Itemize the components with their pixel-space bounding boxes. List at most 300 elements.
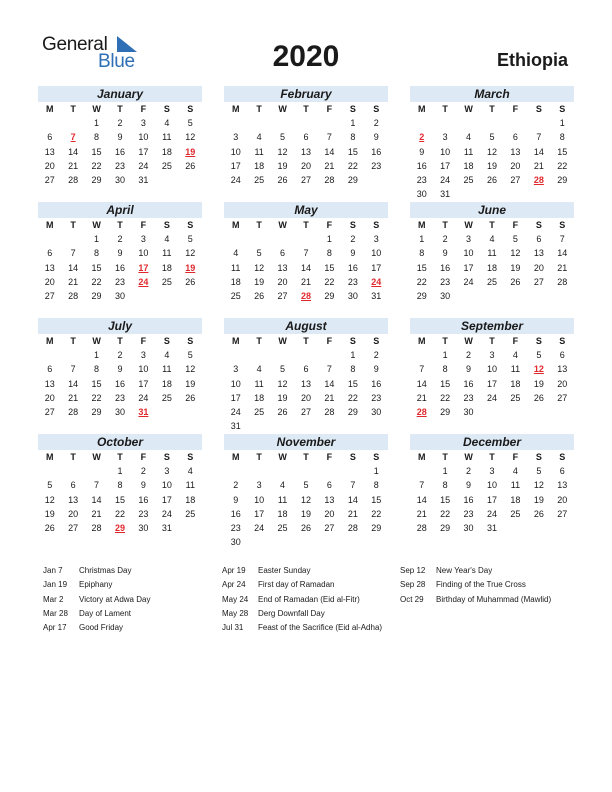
empty-day-cell xyxy=(271,348,294,362)
day-cell: 17 xyxy=(254,508,265,519)
day-cell: 15 xyxy=(114,494,125,505)
holiday-day-cell: 29 xyxy=(114,522,125,533)
month-july xyxy=(38,318,202,419)
day-cell: 10 xyxy=(161,480,172,491)
day-cell: 14 xyxy=(416,494,427,505)
day-cell: 16 xyxy=(463,378,474,389)
day-cell: 20 xyxy=(557,378,568,389)
month-april xyxy=(38,202,202,303)
day-cell: 17 xyxy=(138,146,149,157)
holiday-day-cell: 17 xyxy=(138,262,149,273)
day-cell: 11 xyxy=(277,494,288,505)
day-cell: 24 xyxy=(138,392,149,403)
empty-day-cell xyxy=(271,232,294,246)
day-cell: 22 xyxy=(114,508,125,519)
day-cell: 18 xyxy=(463,160,474,171)
weekday-header: T xyxy=(442,220,448,230)
day-cell: 20 xyxy=(510,160,521,171)
day-cell: 4 xyxy=(187,466,193,477)
day-cell: 3 xyxy=(489,466,495,477)
month-day-grid xyxy=(38,218,202,303)
day-cell: 23 xyxy=(230,522,241,533)
empty-day-cell xyxy=(61,348,84,362)
holiday-day-cell: 19 xyxy=(185,262,196,273)
weekday-header: S xyxy=(373,220,380,230)
day-cell: 29 xyxy=(347,174,358,185)
weekday-header: T xyxy=(70,104,76,114)
day-cell: 17 xyxy=(486,378,497,389)
empty-day-cell xyxy=(341,464,364,478)
weekday-header: F xyxy=(140,220,147,230)
day-cell: 14 xyxy=(533,146,544,157)
weekday-header: T xyxy=(442,104,448,114)
day-cell: 11 xyxy=(510,364,521,375)
day-cell: 2 xyxy=(373,118,379,129)
day-cell: 3 xyxy=(373,234,379,245)
empty-day-cell xyxy=(294,348,317,362)
day-cell: 2 xyxy=(233,480,239,491)
day-cell: 26 xyxy=(185,276,196,287)
day-cell: 12 xyxy=(277,146,288,157)
day-cell: 8 xyxy=(350,364,356,375)
day-cell: 22 xyxy=(371,508,382,519)
day-cell: 26 xyxy=(44,522,55,533)
empty-day-cell xyxy=(247,116,270,130)
day-cell: 26 xyxy=(254,290,265,301)
day-cell: 1 xyxy=(117,466,123,477)
holiday-day-cell: 24 xyxy=(371,276,382,287)
day-cell: 27 xyxy=(324,522,335,533)
day-cell: 21 xyxy=(557,262,568,273)
holiday-date: Sep 12 xyxy=(400,566,426,575)
weekday-header: W xyxy=(92,220,101,230)
day-cell: 23 xyxy=(371,160,382,171)
holiday-name: Good Friday xyxy=(79,623,124,633)
weekday-header: T xyxy=(256,336,262,346)
day-cell: 7 xyxy=(326,132,332,143)
holiday-day-cell: 24 xyxy=(138,276,149,287)
empty-day-cell xyxy=(38,232,61,246)
day-cell: 20 xyxy=(533,262,544,273)
holiday-name: New Year's Day xyxy=(436,566,493,575)
month-title: August xyxy=(224,318,388,334)
day-cell: 9 xyxy=(373,364,379,375)
holiday-list-col-3 xyxy=(400,564,551,607)
day-cell: 22 xyxy=(91,160,102,171)
day-cell: 4 xyxy=(280,480,286,491)
day-cell: 4 xyxy=(164,234,170,245)
day-cell: 29 xyxy=(416,290,427,301)
day-cell: 20 xyxy=(557,494,568,505)
day-cell: 2 xyxy=(140,466,146,477)
day-cell: 3 xyxy=(233,364,239,375)
empty-day-cell xyxy=(294,116,317,130)
day-cell: 5 xyxy=(256,248,262,259)
day-cell: 20 xyxy=(44,160,55,171)
day-cell: 24 xyxy=(161,508,172,519)
month-title: October xyxy=(38,434,202,450)
day-cell: 20 xyxy=(44,276,55,287)
day-cell: 5 xyxy=(187,118,193,129)
day-cell: 11 xyxy=(162,132,172,143)
day-cell: 25 xyxy=(510,392,521,403)
holiday-date: May 24 xyxy=(222,594,249,604)
day-cell: 2 xyxy=(117,350,123,361)
day-cell: 26 xyxy=(533,392,544,403)
day-cell: 22 xyxy=(347,160,358,171)
day-cell: 7 xyxy=(350,480,356,491)
day-cell: 1 xyxy=(350,118,356,129)
day-cell: 27 xyxy=(44,174,55,185)
day-cell: 30 xyxy=(114,290,125,301)
day-cell: 21 xyxy=(416,392,427,403)
weekday-header: T xyxy=(256,104,262,114)
day-cell: 13 xyxy=(557,480,568,491)
weekday-header: S xyxy=(187,336,194,346)
weekday-header: S xyxy=(187,220,194,230)
weekday-header: M xyxy=(45,336,54,346)
day-cell: 3 xyxy=(164,466,170,477)
day-cell: 8 xyxy=(94,364,100,375)
holiday-entry xyxy=(222,593,382,607)
empty-day-cell xyxy=(504,116,527,130)
day-cell: 11 xyxy=(487,248,497,259)
day-cell: 29 xyxy=(91,174,102,185)
day-cell: 21 xyxy=(68,276,79,287)
day-cell: 27 xyxy=(277,290,288,301)
day-cell: 11 xyxy=(510,480,521,491)
day-cell: 27 xyxy=(68,522,79,533)
day-cell: 22 xyxy=(91,392,102,403)
month-title: July xyxy=(38,318,202,334)
day-cell: 13 xyxy=(44,378,55,389)
day-cell: 24 xyxy=(230,174,241,185)
day-cell: 18 xyxy=(254,392,265,403)
page-title-year: 2020 xyxy=(272,40,340,73)
day-cell: 24 xyxy=(486,392,497,403)
weekday-header: S xyxy=(187,104,194,114)
month-day-grid xyxy=(38,102,202,187)
day-cell: 19 xyxy=(185,378,196,389)
weekday-header: T xyxy=(303,220,309,230)
weekday-header: M xyxy=(231,336,240,346)
month-june xyxy=(410,202,574,303)
weekday-header: T xyxy=(489,220,495,230)
weekday-header: T xyxy=(117,104,123,114)
day-cell: 8 xyxy=(419,248,425,259)
weekday-header: M xyxy=(417,220,426,230)
day-cell: 19 xyxy=(254,276,265,287)
weekday-header: S xyxy=(349,336,356,346)
day-cell: 7 xyxy=(419,480,425,491)
day-cell: 25 xyxy=(185,508,196,519)
weekday-header: M xyxy=(231,452,240,462)
day-cell: 28 xyxy=(68,174,79,185)
day-cell: 10 xyxy=(486,364,497,375)
day-cell: 10 xyxy=(138,132,149,143)
weekday-header: F xyxy=(326,452,333,462)
day-cell: 6 xyxy=(559,466,565,477)
day-cell: 5 xyxy=(280,364,286,375)
day-cell: 26 xyxy=(300,522,311,533)
day-cell: 3 xyxy=(442,132,448,143)
day-cell: 11 xyxy=(185,480,195,491)
holiday-name: Christmas Day xyxy=(79,566,132,575)
day-cell: 28 xyxy=(68,290,79,301)
weekday-header: S xyxy=(535,452,542,462)
day-cell: 18 xyxy=(230,276,241,287)
day-cell: 6 xyxy=(70,480,76,491)
day-cell: 8 xyxy=(350,132,356,143)
day-cell: 21 xyxy=(324,160,335,171)
month-august xyxy=(224,318,388,433)
weekday-header: W xyxy=(464,452,473,462)
weekday-header: T xyxy=(489,452,495,462)
day-cell: 10 xyxy=(440,146,451,157)
brand-name-general: General xyxy=(42,34,108,55)
day-cell: 15 xyxy=(91,262,102,273)
month-february xyxy=(224,86,388,187)
holiday-entry xyxy=(43,564,150,578)
day-cell: 3 xyxy=(466,234,472,245)
day-cell: 26 xyxy=(533,508,544,519)
day-cell: 20 xyxy=(277,276,288,287)
day-cell: 9 xyxy=(466,364,472,375)
day-cell: 5 xyxy=(187,350,193,361)
day-cell: 1 xyxy=(94,350,100,361)
day-cell: 21 xyxy=(347,508,358,519)
holiday-date: Mar 28 xyxy=(43,608,68,618)
day-cell: 31 xyxy=(161,522,172,533)
day-cell: 14 xyxy=(324,146,335,157)
holiday-entry xyxy=(43,593,150,607)
holiday-name: Feast of the Sacrifice (Eid al-Adha) xyxy=(258,623,383,633)
day-cell: 30 xyxy=(440,290,451,301)
holiday-name: Epiphany xyxy=(79,580,113,590)
day-cell: 26 xyxy=(510,276,521,287)
day-cell: 11 xyxy=(162,248,172,259)
holiday-day-cell: 7 xyxy=(70,132,76,143)
day-cell: 14 xyxy=(68,378,79,389)
day-cell: 30 xyxy=(371,406,382,417)
day-cell: 5 xyxy=(303,480,309,491)
day-cell: 18 xyxy=(254,160,265,171)
day-cell: 19 xyxy=(277,160,288,171)
weekday-header: W xyxy=(278,336,287,346)
day-cell: 25 xyxy=(463,174,474,185)
holiday-entry xyxy=(222,621,382,635)
empty-day-cell xyxy=(294,464,317,478)
holiday-day-cell: 28 xyxy=(300,290,311,301)
holiday-name: Birthday of Muhammad (Mawlid) xyxy=(436,594,552,604)
month-day-grid xyxy=(224,218,388,303)
day-cell: 26 xyxy=(277,406,288,417)
day-cell: 19 xyxy=(44,508,55,519)
weekday-header: W xyxy=(278,452,287,462)
day-cell: 22 xyxy=(91,276,102,287)
day-cell: 12 xyxy=(185,364,196,375)
day-cell: 3 xyxy=(140,234,146,245)
holiday-name: Easter Sunday xyxy=(258,566,311,575)
month-title: December xyxy=(410,434,574,450)
day-cell: 19 xyxy=(533,494,544,505)
weekday-header: S xyxy=(163,104,170,114)
day-cell: 23 xyxy=(114,392,125,403)
day-cell: 3 xyxy=(489,350,495,361)
day-cell: 31 xyxy=(371,290,382,301)
day-cell: 24 xyxy=(138,160,149,171)
day-cell: 15 xyxy=(324,262,335,273)
day-cell: 30 xyxy=(463,406,474,417)
day-cell: 15 xyxy=(347,378,358,389)
day-cell: 29 xyxy=(371,522,382,533)
day-cell: 12 xyxy=(486,146,497,157)
day-cell: 28 xyxy=(557,276,568,287)
day-cell: 21 xyxy=(324,392,335,403)
day-cell: 27 xyxy=(300,174,311,185)
day-cell: 3 xyxy=(233,132,239,143)
day-cell: 1 xyxy=(350,350,356,361)
empty-day-cell xyxy=(318,464,341,478)
empty-day-cell xyxy=(527,116,550,130)
day-cell: 23 xyxy=(371,392,382,403)
day-cell: 28 xyxy=(324,174,335,185)
day-cell: 14 xyxy=(68,146,79,157)
day-cell: 4 xyxy=(512,350,518,361)
weekday-header: T xyxy=(442,336,448,346)
day-cell: 14 xyxy=(557,248,568,259)
holiday-date: Apr 17 xyxy=(43,623,67,633)
day-cell: 17 xyxy=(138,378,149,389)
weekday-header: T xyxy=(489,104,495,114)
day-cell: 9 xyxy=(117,132,123,143)
day-cell: 11 xyxy=(254,378,264,389)
day-cell: 20 xyxy=(44,392,55,403)
day-cell: 14 xyxy=(416,378,427,389)
day-cell: 16 xyxy=(347,262,358,273)
month-day-grid xyxy=(38,450,202,535)
day-cell: 31 xyxy=(230,421,241,432)
day-cell: 3 xyxy=(140,350,146,361)
day-cell: 3 xyxy=(140,118,146,129)
day-cell: 6 xyxy=(512,132,518,143)
month-day-grid xyxy=(410,334,574,419)
day-cell: 25 xyxy=(277,522,288,533)
day-cell: 13 xyxy=(277,262,288,273)
day-cell: 7 xyxy=(419,364,425,375)
day-cell: 16 xyxy=(371,146,382,157)
empty-day-cell xyxy=(38,348,61,362)
day-cell: 15 xyxy=(347,146,358,157)
holiday-date: Jul 31 xyxy=(222,623,244,633)
weekday-header: M xyxy=(45,452,54,462)
holiday-date: Sep 28 xyxy=(400,580,426,590)
day-cell: 28 xyxy=(68,406,79,417)
day-cell: 26 xyxy=(185,160,196,171)
day-cell: 22 xyxy=(416,276,427,287)
day-cell: 12 xyxy=(533,480,544,491)
month-day-grid xyxy=(410,218,574,303)
day-cell: 31 xyxy=(486,522,497,533)
day-cell: 16 xyxy=(230,508,241,519)
holiday-day-cell: 28 xyxy=(533,174,544,185)
holiday-list-col-2 xyxy=(222,564,382,635)
empty-day-cell xyxy=(224,116,247,130)
day-cell: 16 xyxy=(463,494,474,505)
day-cell: 2 xyxy=(373,350,379,361)
empty-day-cell xyxy=(61,464,84,478)
weekday-header: T xyxy=(256,452,262,462)
weekday-header: T xyxy=(70,452,76,462)
weekday-header: F xyxy=(326,220,333,230)
day-cell: 22 xyxy=(557,160,568,171)
day-cell: 22 xyxy=(324,276,335,287)
day-cell: 5 xyxy=(512,234,518,245)
day-cell: 19 xyxy=(300,508,311,519)
month-title: January xyxy=(38,86,202,102)
weekday-header: T xyxy=(442,452,448,462)
weekday-header: S xyxy=(349,104,356,114)
empty-day-cell xyxy=(224,232,247,246)
day-cell: 24 xyxy=(440,174,451,185)
day-cell: 11 xyxy=(254,146,264,157)
weekday-header: T xyxy=(303,452,309,462)
day-cell: 1 xyxy=(94,234,100,245)
day-cell: 21 xyxy=(300,276,311,287)
day-cell: 7 xyxy=(94,480,100,491)
day-cell: 28 xyxy=(91,522,102,533)
day-cell: 17 xyxy=(161,494,172,505)
day-cell: 14 xyxy=(347,494,358,505)
day-cell: 10 xyxy=(230,378,241,389)
weekday-header: F xyxy=(140,336,147,346)
empty-day-cell xyxy=(410,116,433,130)
day-cell: 19 xyxy=(277,392,288,403)
weekday-header: S xyxy=(349,220,356,230)
day-cell: 9 xyxy=(373,132,379,143)
holiday-date: Jan 7 xyxy=(43,566,63,575)
day-cell: 10 xyxy=(486,480,497,491)
holiday-entry xyxy=(43,607,150,621)
day-cell: 10 xyxy=(463,248,474,259)
day-cell: 13 xyxy=(44,146,55,157)
day-cell: 8 xyxy=(117,480,123,491)
day-cell: 5 xyxy=(280,132,286,143)
holiday-day-cell: 12 xyxy=(533,364,544,375)
day-cell: 10 xyxy=(254,494,265,505)
day-cell: 22 xyxy=(347,392,358,403)
day-cell: 2 xyxy=(117,118,123,129)
day-cell: 16 xyxy=(114,262,125,273)
day-cell: 10 xyxy=(230,146,241,157)
holiday-date: Apr 19 xyxy=(222,566,246,575)
day-cell: 8 xyxy=(559,132,565,143)
day-cell: 5 xyxy=(47,480,53,491)
day-cell: 9 xyxy=(117,248,123,259)
empty-day-cell xyxy=(433,116,456,130)
weekday-header: M xyxy=(417,104,426,114)
month-title: May xyxy=(224,202,388,218)
holiday-day-cell: 28 xyxy=(416,406,427,417)
day-cell: 6 xyxy=(303,132,309,143)
weekday-header: W xyxy=(92,336,101,346)
day-cell: 27 xyxy=(557,392,568,403)
weekday-header: M xyxy=(231,220,240,230)
day-cell: 4 xyxy=(466,132,472,143)
empty-day-cell xyxy=(61,116,84,130)
day-cell: 30 xyxy=(114,406,125,417)
empty-day-cell xyxy=(410,464,433,478)
